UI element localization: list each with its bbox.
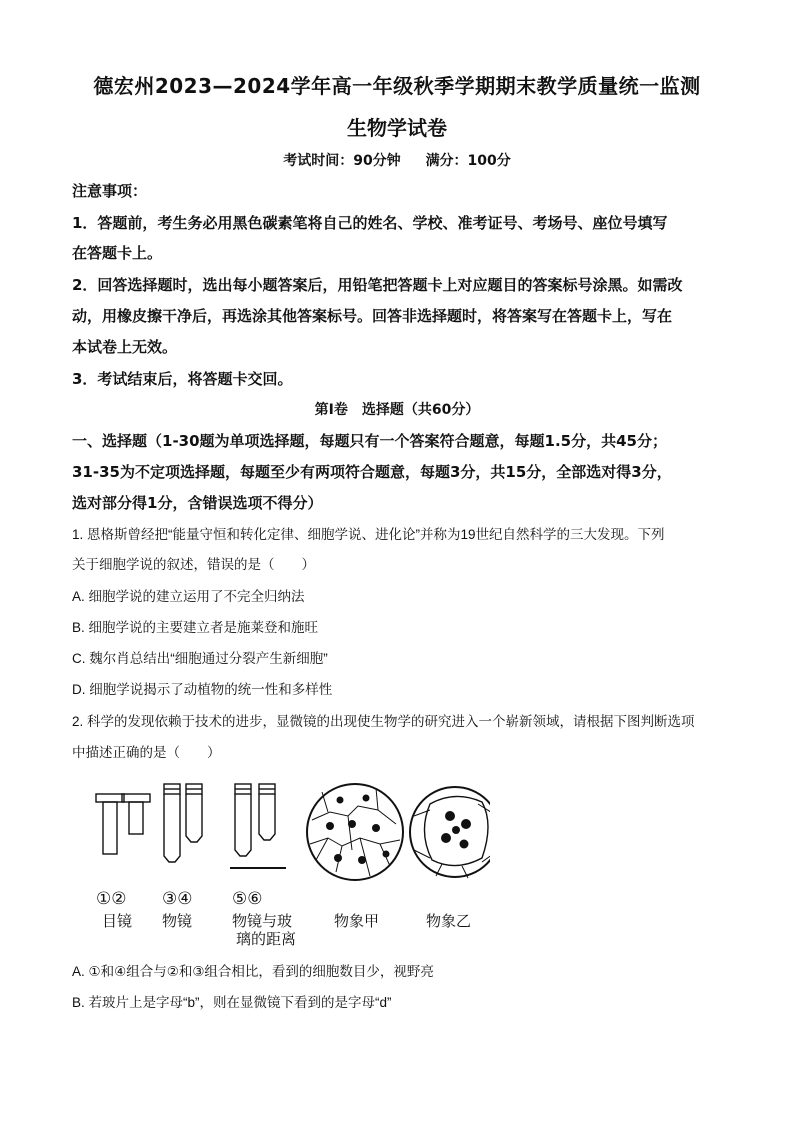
objective-6-icon <box>259 784 275 840</box>
exam-subject: 生物学试卷 <box>347 116 447 140</box>
fig-label-view-a: 物象甲 <box>334 912 380 930</box>
fig-nums-2: ③④ <box>162 889 193 909</box>
eyepiece-2-icon <box>122 794 150 834</box>
q2-stem-b: 中描述正确的是（ ） <box>72 745 221 760</box>
section-title: 第Ⅰ卷 选择题（共60分） <box>314 402 480 418</box>
exam-score: 满分：100分 <box>425 153 511 169</box>
fig-label-objective: 物镜 <box>162 912 193 930</box>
section-intro-a: 一、选择题（1-30题为单项选择题，每题只有一个答案符合题意，每题1.5分，共45分； <box>72 432 667 450</box>
note-2a: 2．回答选择题时，选出每小题答案后，用铅笔把答题卡上对应题目的答案标号涂黑。如需改 <box>72 276 683 294</box>
objective-3-icon <box>164 784 180 862</box>
note-1a: 1．答题前，考生务必用黑色碳素笔将自己的姓名、学校、准考证号、考场号、座位号填写 <box>72 214 668 232</box>
fig-nums-1: ①② <box>96 889 127 909</box>
section-intro-b: 31-35为不定项选择题，每题至少有两项符合题意，每题3分，共15分，全部选对得3分， <box>72 463 672 481</box>
q1-option-d: D. 细胞学说揭示了动植物的统一性和多样性 <box>72 682 333 697</box>
exam-title: 德宏州2023—2024学年高一年级秋季学期期末教学质量统一监测 <box>93 74 701 98</box>
exam-info <box>0 150 794 170</box>
q1-option-a: A. 细胞学说的建立运用了不完全归纳法 <box>72 589 305 604</box>
fig-label-distance-b: 璃的距离 <box>236 930 297 948</box>
eyepiece-1-icon <box>96 794 124 854</box>
q1-stem-b: 关于细胞学说的叙述，错误的是（ ） <box>72 557 315 572</box>
note-3: 3．考试结束后，将答题卡交回。 <box>72 370 293 388</box>
q1-stem-a: 1. 恩格斯曾经把“能量守恒和转化定律、细胞学说、进化论”并称为19世纪自然科学的三大发现。下列 <box>72 527 665 542</box>
view-b-icon <box>410 787 490 878</box>
view-a-icon <box>307 784 403 880</box>
q1-option-c: C. 魏尔肖总结出“细胞通过分裂产生新细胞” <box>72 651 328 666</box>
note-2c: 本试卷上无效。 <box>72 338 178 356</box>
exam-time: 考试时间：90分钟 <box>283 153 401 169</box>
fig-nums-3: ⑤⑥ <box>232 889 263 909</box>
microscope-figure <box>90 780 490 954</box>
q2-stem-a: 2. 科学的发现依赖于技术的进步，显微镜的出现使生物学的研究进入一个崭新领域，请根据下图判断选项 <box>72 714 695 729</box>
notes-heading: 注意事项： <box>72 182 148 200</box>
section-intro-c: 选对部分得1分，含错误选项不得分） <box>72 494 323 512</box>
q2-option-a: A. ①和④组合与②和③组合相比，看到的细胞数目少，视野亮 <box>72 964 434 979</box>
fig-label-view-b: 物象乙 <box>426 912 472 930</box>
objective-5-icon <box>235 784 251 856</box>
fig-label-distance-a: 物镜与玻 <box>232 912 293 930</box>
fig-label-eyepiece: 目镜 <box>102 912 133 930</box>
q2-option-b: B. 若玻片上是字母“b”，则在显微镜下看到的是字母“d” <box>72 995 392 1010</box>
note-2b: 动，用橡皮擦干净后，再选涂其他答案标号。回答非选择题时，将答案写在答题卡上，写在 <box>72 307 673 325</box>
note-1b: 在答题卡上。 <box>72 244 163 262</box>
q1-option-b: B. 细胞学说的主要建立者是施莱登和施旺 <box>72 620 319 635</box>
objective-4-icon <box>186 784 202 842</box>
